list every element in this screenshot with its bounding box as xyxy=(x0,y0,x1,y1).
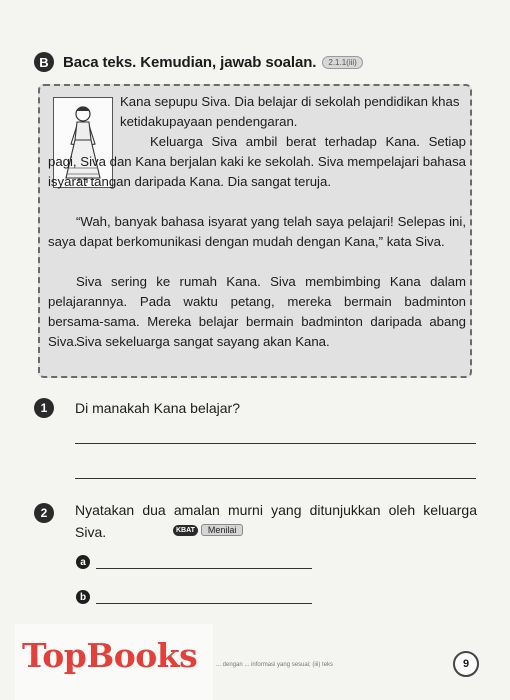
question-1-badge: 1 xyxy=(34,398,54,418)
passage-paragraph-1: Kana sepupu Siva. Dia belajar di sekolah pendidikan khas ketidakupayaan pendengaran. xyxy=(120,94,460,129)
answer-line-1[interactable] xyxy=(75,443,476,444)
skill-label: Menilai xyxy=(201,524,244,536)
reading-passage-box xyxy=(38,84,472,378)
skill-badge xyxy=(173,524,243,536)
page-number: 9 xyxy=(453,651,479,677)
question-2-text: Nyatakan dua amalan murni yang ditunjukkan oleh keluarga Siva. xyxy=(75,502,477,540)
question-1-text: Di manakah Kana belajar? xyxy=(75,400,240,416)
watermark-logo: TopBooks xyxy=(22,636,198,675)
standard-code-badge: 2.1.1(iii) xyxy=(322,56,362,69)
answer-line-b[interactable] xyxy=(96,603,312,604)
section-badge: B xyxy=(34,52,54,72)
passage-paragraph-3: “Wah, banyak bahasa isyarat yang telah saya pelajari! Selepas ini, saya dapat berkomunikasi dengan mudah dengan Kana,” kata Siva. xyxy=(48,214,466,249)
section-header xyxy=(34,52,363,72)
question-2-badge: 2 xyxy=(34,503,54,523)
kbat-tag: KBAT xyxy=(173,525,198,536)
option-b-badge: b xyxy=(76,590,90,604)
passage-paragraph-2: Keluarga Siva ambil berat terhadap Kana. Setiap pagi, Siva dan Kana berjalan kaki ke sekolah. Siva mempelajari bahasa isyarat tangan daripada Kana. Dia sangat teruja. xyxy=(48,134,466,189)
answer-line-2[interactable] xyxy=(75,478,476,479)
passage-paragraph-5: Siva sekeluarga sangat sayang akan Kana. xyxy=(76,334,330,349)
option-a-badge: a xyxy=(76,555,90,569)
section-instruction: Baca teks. Kemudian, jawab soalan. xyxy=(63,53,317,71)
answer-line-a[interactable] xyxy=(96,568,312,569)
passage-paragraph-4: Siva sering ke rumah Kana. Siva membimbing Kana dalam pelajarannya. Pada waktu petang, mereka bermain badminton bersama-sama. Mereka belajar bermain badminton daripada abang Siva. xyxy=(48,274,466,349)
footer-note: ... dengan ... informasi yang sesuai; (iii) teks xyxy=(216,662,334,668)
